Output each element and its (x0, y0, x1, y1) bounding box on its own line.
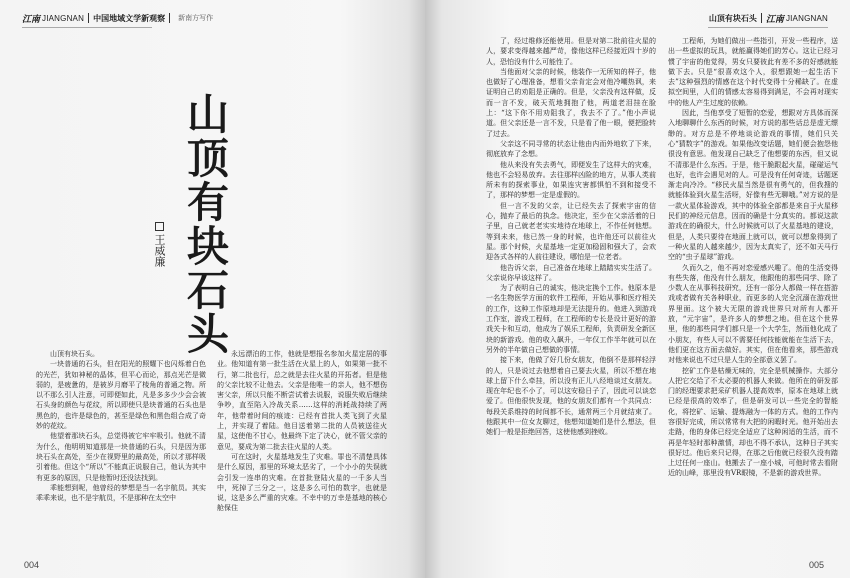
paragraph: 但一言不发的父亲，让已经失去了探索宇宙的信心，抛弃了最后的执念。他决定，至少在父亲活着的日子里，自己就老老实实地待在地球上，不作任何他想。等到未来，他已然一身的时候，也许他还可以前往火星。那个时候，火星基地一定更加稳固和强大了，会欢迎各式各样的人前往建设，哪怕是一位老者。 (486, 201, 656, 262)
magazine-logo: 江南 (765, 14, 784, 25)
right-column-1 (486, 36, 656, 566)
right-page (425, 0, 850, 578)
paragraph: 工程师，为她们做出一些指引，开发一些程序，送出一些虚拟的玩具，就能赢得她们的芳心。这让已经习惯了宇宙的他觉得，男女只要彼此有差不多的好感就能做下去。只是“很喜欢这个人，很想跟她一起生活下去”这种强烈的情感在这个时代变得十分稀缺了。在虚拟空间里，人们的情感太容易得到满足，不会再对现实中的他人产生过度的依赖。 (668, 37, 838, 107)
paragraph: 父亲这不同寻常的状态让他由内而外地软了下来，彻底放弃了念想。 (486, 139, 656, 159)
paragraph: 一块普通的石头，但在阳光的照耀下也闪烁着白色的光芒，犹如神秘的晶体，但平心而论，那点光芒是微弱的，是疲惫的，是被岁月磨平了棱角的普通之物。所以不那么引人注意，可即便如此，凡是多多少少会会被石头身的颜色与花纹，所以即使只是块普通的石头也是黑色的，也许是绿色的，甚至是绿色和黑色组合成了奇妙的花纹。 (36, 360, 206, 431)
paragraph: 乖能想到呢，他曾经的梦想是当一名宇航员。其实乖乖来说，也不是宇航员，不是那种在太空中 (36, 483, 206, 503)
page-number-right: 005 (808, 560, 824, 570)
magazine-tagline: 中国地域文学新观察 (93, 12, 166, 23)
paragraph: 山顶有块石头。 (50, 350, 99, 358)
paragraph: 为了表明自己的诚实，他决定换个工作。他原本是一名生物医学方面的软件工程师，开始从事和医疗相关的工作，这种工作原地却是无法提升的。他进入到游戏工作室，游戏工程师，在工程师的专长是设计更好的游戏关卡和互动，他成为了娱乐工程师，负责研发全新区块的新游戏。他的收入飙升，一年仅工作半年就可以在另外的半年做自己想做的事情。 (486, 284, 656, 354)
header-rule (708, 27, 828, 28)
paragraph: 永远漂泊的工作，他就是想报名参加火星定居的事业。他知道有第一批生活在火星上的人，如果第一批不行，第二批也行，总之就是去往火星的开拓者。但是他的父亲比较不让他去。父亲是他唯一的亲人，他不想伤害父亲，所以只能不断尝试着去说服，说服失败后继续争吵，直至陷入冷战关系……这样的消耗战持续了两年，他带着时间的痕迹：已经有首批人类飞到了火星上，并实现了着陆。他目送着第二批的人员被送往火星，这使他不甘心，他最终下定了决心，就不管父亲的意见，要成为第二批去往火星的人类。 (217, 350, 387, 451)
magazine-logo-en: JIANGNAN (785, 13, 828, 23)
right-column-2 (668, 36, 838, 566)
paragraph: 可在这时，火星基地发生了灾难。罪也不清楚具体是什么原因，那里的环境太恶劣了，一个小小的失误就会引发一连串的灾难。在首批登陆火星的一千多人当中，死掉了三分之一，这是多么可怕的数字，也就是说，这是多么严重的灾难。不幸中的万幸是基地的核心舱保住 (217, 452, 387, 513)
paragraph: 因此，当他享受了短暂的恋爱，想跟对方具体而深入地聊聊什么东西的时候，对方说的那些话总是虚无缥缈的。对方总是不停地谈论游戏的事情，她们只关心“猜数字”的游戏。如果他改变话题，她们便会抱怨他很没有意思。他发现自己缺乏了他想要的东西，但又说不清那是什么东西。于是，他干脆跟起火星，碰碰运气也好，也许会遇见对的人。可是没有任何奇迹，话题逐渐走向冷冷。“移民火星当然是很有勇气的，但我搜的就能体验到火星生活呀，好像有些无聊哦。”对方说的是一款火星体验游戏，其中的体验全部都是来自于火星移民们的神经元信息，因而的确是十分真实的。都说这款游戏在的确很大，什么时候就可以了火星基地的建设，但是，人类只要待在地面上就可以，就可以想象得到了一种火星的人越来越少，因为太真实了，还不如天马行空的“虫子星球”游戏。 (668, 109, 838, 262)
paragraph: 他从来没有失去勇气，即便发生了这样大的灾难，他也不会轻易放弃。去往那样凶险的地方，从事人类前所未有的探索事业，如果连灾害都惧怕不到和接受不了，那样的梦想一定是虚假的。 (486, 160, 656, 200)
page-number-left: 004 (24, 560, 40, 570)
author-byline (150, 222, 166, 267)
article-title: 山顶有块石头 (181, 92, 230, 356)
magazine-logo-en: JIANGNAN (42, 13, 85, 23)
author-name: 王威廉 (153, 234, 165, 267)
paragraph: 他告诉父亲，自己准备在地球上踏踏实实生活了。父亲说你早该这样了。 (486, 263, 656, 282)
magazine-logo: 江南 (22, 14, 41, 25)
paragraph: 他望着那块石头，总觉得被它牢牢吸引。他就不清为什么，他明明知道那是一块普通的石头，只是因为那块石头在高处，至少在视野里的最高处，所以才那样吸引着他。但这个“所以”不能真正说服自己，他认为其中有更多的原因，只是他暂时还没法找到。 (36, 432, 206, 482)
byline-box-icon (155, 222, 164, 231)
header-separator (88, 13, 89, 23)
paragraph: 久而久之，他不再对恋爱感兴趣了。他的生活变得有些失落，他没有什么朋友，他跟他的那些同学、除了少数人在从事科技研究，还有一部分人都做一样在搭游戏或者做有关各种职业，而更多的人完全沉溺在游戏世界里面。这个被大无限的游戏世界只对所有人都开放，“元宇宙”，是许多人的梦想之地。但在这个世界里，他的那些同学们都只是一个大学生，然而他化成了小朋友，有些人可以不需要任何技能就能在生活下去，他们更在这方面去做好。其实，但在他看来，那些游戏对他来说也不过只是人生的全部意义罢了。 (668, 263, 838, 365)
paragraph: 接下来，他做了好几份女朋友，他倒不是那样轻浮的人，只是说过去他想着自己要去火星，所以不想在地球上留下什么牵挂，所以没有正儿八经地谈过女朋友。现在年纪也不小了，可以这安稳日子了，因此可以谈恋爱了。但他很快发现，他的女朋友们都有一个共同点：每段关系维持的时间都不长，通常两三个月就结束了。他跟其中一位女友聊过，他想知道她们是什么想法，但她们一般是拒绝回答，这使他感到挫败。 (486, 356, 656, 437)
paragraph: 了，经过维修还能使用。但是对第二批前往火星的人，要求变得越来越严苛，像他这样已经接近四十岁的人，恐怕没有什么可能性了。 (486, 37, 656, 66)
paragraph: 当他面对父亲的时候，他装作一无所知的样子，他也做好了心理准备，想看父亲肯定会对他冷嘲热讽，来证明自己的劝阻是正确的。但是，父亲没有这样做，反而一言不发，破天荒地拥抱了他，两道老泪挂在脸上：“这下你不用劝阻我了，我去不了了。”他小声说道。但父亲还是一言不发，只是看了他一眼，便把脸转了过去。 (486, 67, 656, 138)
header-rule (22, 27, 152, 28)
right-running-header (709, 10, 828, 26)
paragraph: 挖矿工作是枯燥无味的，完全是机械操作。大部分人把它交给了不太必要的机器人来做。他所在的研发部门的经理要求把采矿机器人提高效率，原本在地球上就已经是很高的效率了，但是研发可以一些完全的智能化，将挖矿、运输、提炼融为一体的方式。他的工作内容很好完成，所以常常有大把的闲暇时光。他开始出去走路，他的身体已经完全适应了这种闲适的生活，而不再是年轻时那种激情，却也不得不承认，这种日子其实很好过。他后来只记得，在那之后他就已经很久没有踏上过任何一座山。他搬去了一座小城，可他时常去看附近的山峰，那里没有VR眼镜，不是新的游戏世界。 (668, 366, 838, 478)
header-separator (169, 13, 170, 23)
left-column-1 (36, 349, 206, 564)
left-running-header (22, 10, 213, 26)
section-name: 新南方写作 (178, 14, 214, 22)
header-separator (761, 13, 762, 23)
running-title: 山顶有块石头 (708, 12, 757, 23)
left-column-2 (217, 349, 387, 564)
